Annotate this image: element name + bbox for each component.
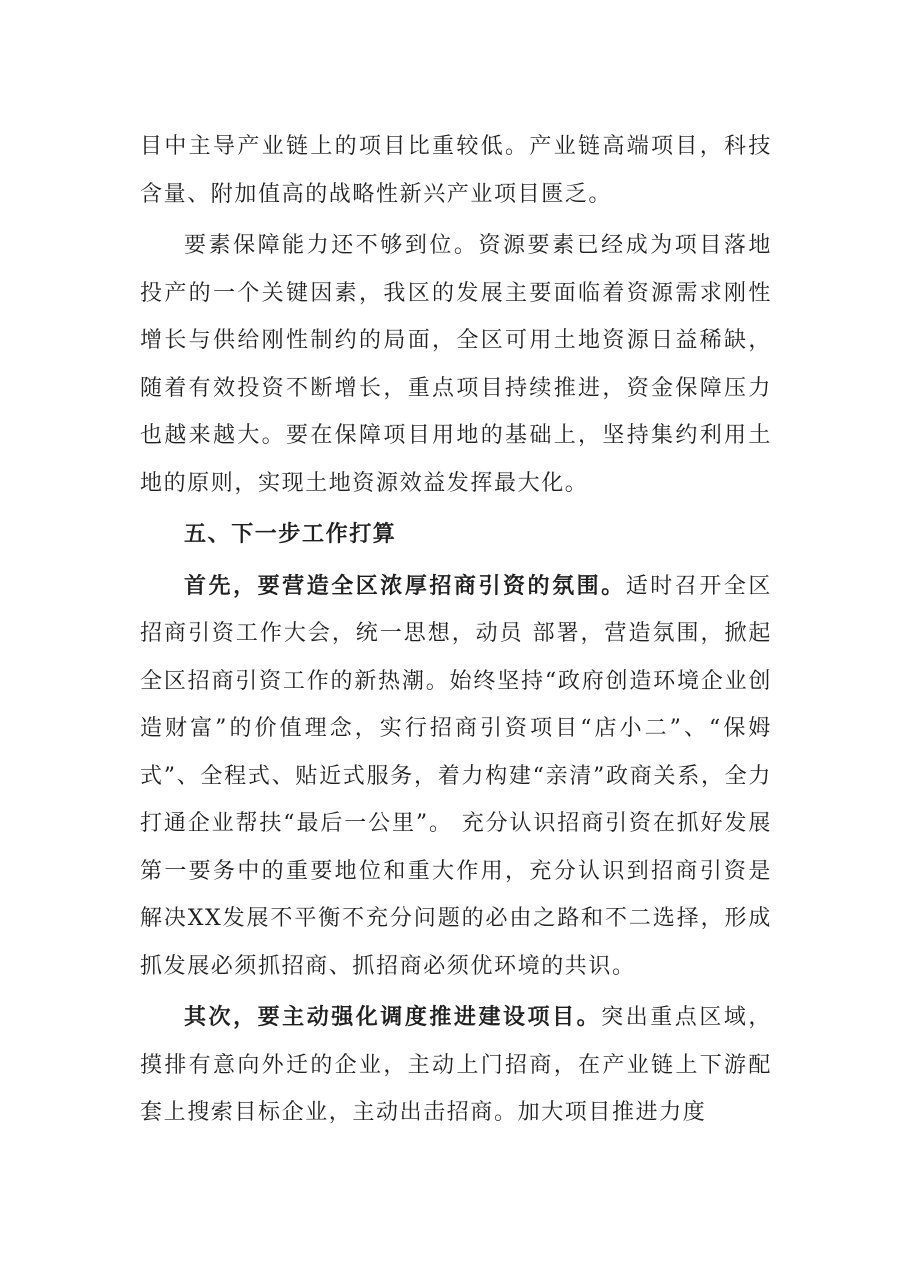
document-body (140, 123, 772, 1137)
paragraph-first (140, 563, 772, 991)
section-heading: 五、下一步工作打算 (184, 522, 397, 547)
paragraph-second-body: 突出重点区域，摸排有意向外迁的企业，主动上门招商，在产业链上下游配套上搜索目标企业，主动出击招商。加大项目推进力度 (140, 1005, 773, 1125)
paragraph-factor-support: 要素保障能力还不够到位。资源要素已经成为项目落地投产的一个关键因素，我区的发展主要面临着资源需求刚性增长与供给刚性制约的局面，全区可用土地资源日益稀缺，随着有效投资不断增长，重点项目持续推进，资金保障压力也越来越大。要在保障项目用地的基础上，坚持集约利用土地的原则，实现土地资源效益发挥最大化。 (140, 233, 772, 496)
paragraph-continued: 目中主导产业链上的项目比重较低。产业链高端项目，科技含量、附加值高的战略性新兴产业项目匮乏。 (140, 134, 772, 207)
paragraph-second-lead: 其次，要主动强化调度推进建设项目。 (184, 1005, 602, 1030)
paragraph-second (140, 994, 772, 1137)
paragraph-first-lead: 首先，要营造全区浓厚招商引资的氛围。 (184, 573, 626, 599)
paragraph-first-body: 适时召开全区招商引资工作大会，统一思想，动员 部署，营造氛围，掀起全区招商引资工作的新热潮。始终坚持“政府创造环境企业创造财富”的价值理念，实行招商引资项目“店小二”、“保姆式”、全程式、贴近式服务，着力构建“亲清”政商关系，全力打通企业帮扶“最后一公里”。 充分认识招商引资在抓好发展第一要务中的重要地位和重大作用，充分认识到招商引资是解决XX发展不平衡不充分问题的必由之路和不二选择，形成抓发展必须抓招商、抓招商必须优环境的共识。 (140, 573, 772, 979)
